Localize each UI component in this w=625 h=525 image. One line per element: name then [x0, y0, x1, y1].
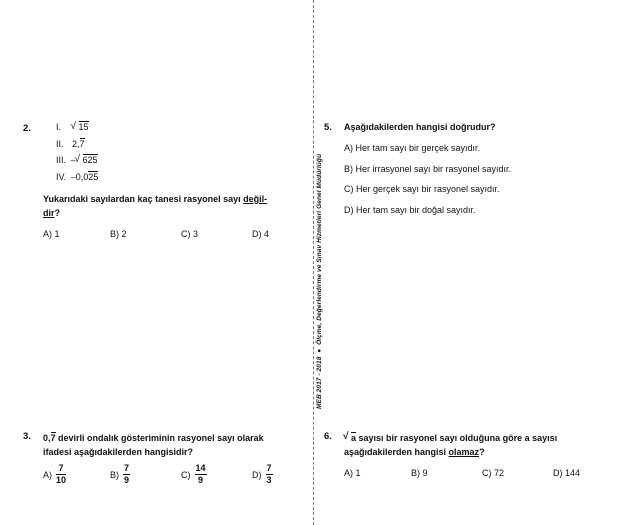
question-stem: Aşağıdakilerden hangisi doğrudur?	[344, 122, 496, 132]
sqrt-expression	[344, 431, 356, 445]
stem-qmark: ?	[54, 208, 61, 218]
item-ii	[56, 139, 85, 149]
minus-sign: –	[70, 155, 76, 165]
question-number: 5.	[324, 122, 332, 133]
question-stem	[344, 431, 602, 459]
option-d[interactable]	[252, 463, 273, 486]
radicand: a	[351, 433, 357, 443]
radicand: 625	[82, 155, 98, 165]
option-b[interactable]: B) Her irrasyonel sayı bir rasyonel sayıdır.	[344, 164, 512, 174]
roman-label: III.	[56, 155, 67, 165]
stem-underlined: olamaz	[448, 447, 480, 457]
option-c[interactable]: C) 72	[482, 468, 505, 478]
question-number: 6.	[324, 431, 332, 442]
repeating-digits: 25	[88, 172, 99, 182]
numerator: 7	[56, 463, 66, 475]
option-a[interactable]: A) 1	[43, 229, 60, 239]
decimal-prefix: 2,	[72, 139, 80, 149]
roman-label: I.	[56, 122, 62, 132]
question-stem	[43, 192, 305, 220]
repeating-digit: 7	[79, 139, 85, 149]
option-label: D)	[252, 469, 262, 480]
option-b[interactable]	[110, 463, 130, 486]
side-footer-text	[316, 154, 323, 409]
option-label: B)	[110, 469, 119, 480]
stem-text: aşağıdakilerden hangisi	[344, 447, 449, 457]
option-a[interactable]: A) Her tam sayı bir gerçek sayıdır.	[344, 143, 481, 153]
roman-label: IV.	[56, 172, 67, 182]
column-divider	[313, 0, 314, 525]
question-stem	[43, 431, 305, 459]
denominator: 9	[198, 475, 204, 485]
option-d[interactable]: D) 4	[252, 229, 270, 239]
fraction	[56, 463, 66, 486]
option-label: A)	[43, 469, 52, 480]
side-year: MEB 2017 - 2018	[316, 356, 323, 409]
question-number: 2.	[23, 123, 31, 134]
stem-text: ifadesi aşağıdakilerden hangisidir?	[43, 447, 194, 457]
radicand: 15	[78, 122, 89, 132]
stem-qmark: ?	[479, 447, 485, 457]
stem-text: Yukarıdaki sayılardan kaç tanesi rasyonel sayı	[43, 194, 244, 204]
fraction	[266, 463, 273, 486]
option-label: C)	[181, 469, 191, 480]
sqrt-expression	[76, 155, 98, 165]
item-iii	[56, 155, 98, 165]
roman-label: II.	[56, 139, 64, 149]
option-c[interactable]: C) 3	[181, 229, 199, 239]
denominator: 3	[266, 475, 272, 485]
question-number: 3.	[23, 431, 31, 442]
fraction	[195, 463, 207, 486]
option-a[interactable]	[43, 463, 66, 486]
stem-text: sayısı bir rasyonel sayı olduğuna göre a sayısı	[356, 433, 558, 443]
decimal-prefix: –0,0	[70, 172, 89, 182]
item-iv	[56, 172, 98, 182]
numerator: 7	[124, 463, 130, 473]
option-d[interactable]: D) Her tam sayı bir doğal sayıdır.	[344, 205, 476, 215]
decimal-prefix: 0,	[43, 433, 51, 443]
option-c[interactable]: C) Her gerçek sayı bir rasyonel sayıdır.	[344, 184, 500, 194]
side-org: Ölçme, Değerlendirme ve Sınav Hizmetleri Genel Müdürlüğü	[316, 153, 323, 345]
sqrt-expression	[72, 122, 89, 132]
stem-underlined: değil-	[243, 194, 268, 204]
stem-underlined: dir	[43, 208, 55, 218]
stem-text: devirli ondalık gösteriminin rasyonel sayı olarak	[55, 433, 264, 443]
option-a[interactable]: A) 1	[344, 468, 361, 478]
denominator: 9	[124, 475, 130, 485]
item-i	[56, 122, 89, 132]
numerator: 14	[195, 463, 206, 473]
option-d[interactable]: D) 144	[553, 468, 581, 478]
repeating-digit: 7	[50, 433, 56, 443]
denominator: 10	[56, 475, 67, 485]
option-b[interactable]: B) 2	[110, 229, 127, 239]
side-bullet: ●	[316, 348, 323, 353]
option-b[interactable]: B) 9	[411, 468, 428, 478]
option-c[interactable]	[181, 463, 207, 486]
numerator: 7	[266, 463, 272, 473]
fraction	[123, 463, 130, 486]
